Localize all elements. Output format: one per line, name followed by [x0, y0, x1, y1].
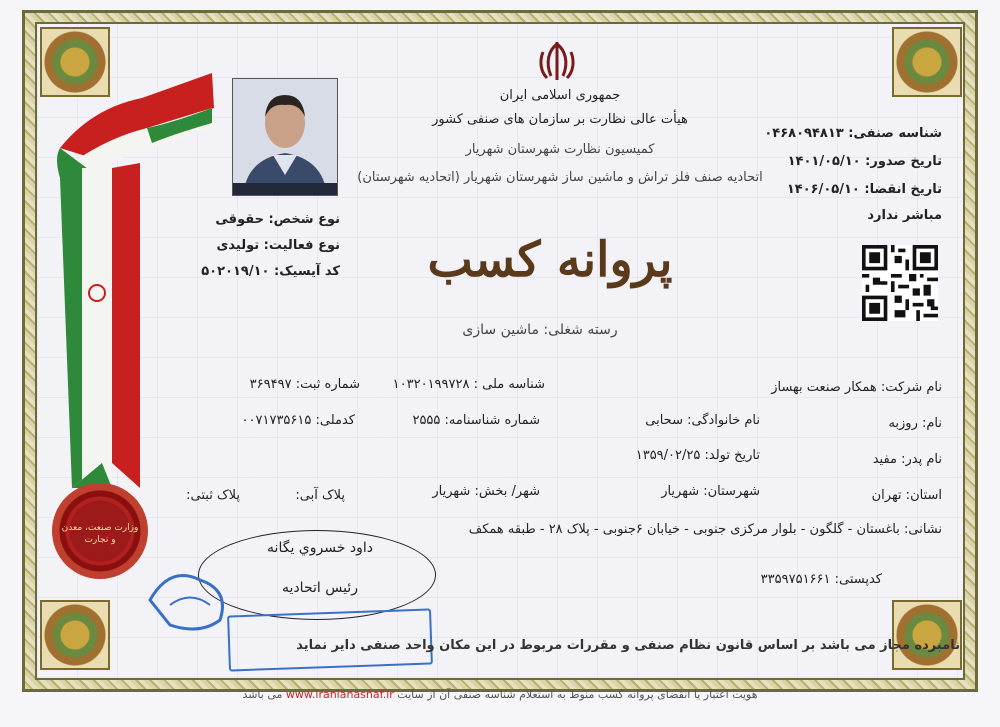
- iran-emblem-icon: [533, 40, 581, 84]
- address: نشانی: باغستان - گلگون - بلوار مرکزی جنوبی - خیابان ۶جنوبی - پلاک ۲۸ - طبقه همکف: [468, 522, 942, 537]
- last-name: نام خانوادگی: سحابی: [645, 413, 760, 428]
- footer-note-pre: هویت اعتبار یا انقضای پروانه کسب منوط به استعلام شناسه صنفی آن از سایت: [397, 688, 758, 701]
- father-name: نام پدر: مفید: [872, 452, 942, 467]
- person-type: نوع شخص: حقوقی: [215, 212, 340, 227]
- company-name: نام شرکت: همکار صنعت بهساز: [771, 380, 942, 395]
- guild-id: شناسه صنفی: ۰۴۶۸۰۹۴۸۱۳: [764, 126, 942, 141]
- legal-statement: نامبرده مجاز می باشد بر اساس قانون نظام صنفی و مقررات مربوط در این مکان واحد صنفی دایر نماید: [296, 638, 960, 653]
- footer-note-post: می باشد: [242, 688, 283, 701]
- header-line-3: کمیسیون نظارت شهرستان شهریار: [465, 142, 655, 157]
- issue-date: تاریخ صدور: ۱۴۰۱/۰۵/۱۰: [787, 154, 942, 169]
- supervisor-status: مباشر ندارد: [867, 208, 942, 223]
- footer-note: [200, 688, 800, 701]
- signatory-role: رئیس اتحادیه: [282, 580, 358, 596]
- first-name: نام: روزبه: [888, 416, 942, 431]
- national-code: کدملی: ۰۰۷۱۷۳۵۶۱۵: [241, 413, 355, 428]
- corner-ornament-bottom-right: [892, 600, 962, 670]
- district: شهر/ بخش: شهریار: [432, 484, 540, 499]
- expiry-date: تاریخ انقضا: ۱۴۰۶/۰۵/۱۰: [786, 182, 942, 197]
- birth-date: تاریخ تولد: ۱۳۵۹/۰۲/۲۵: [635, 448, 760, 463]
- water-plate: پلاک آبی:: [295, 488, 345, 503]
- qr-code-icon: [862, 245, 938, 321]
- province: استان: تهران: [871, 488, 942, 503]
- isic-code: کد آیسیک: ۵۰۲۰۱۹/۱۰: [201, 264, 340, 279]
- corner-ornament-top-right: [892, 27, 962, 97]
- owner-photo: [232, 78, 338, 196]
- website-link[interactable]: www.iranianasnaf.ir: [285, 688, 394, 701]
- city: شهرستان: شهریار: [661, 484, 760, 499]
- national-id: شناسه ملی : ۱۰۳۲۰۱۹۹۷۲۸: [392, 377, 545, 392]
- header-line-1: جمهوری اسلامی ایران: [499, 88, 621, 103]
- page-title: پروانه کسب: [427, 232, 673, 288]
- signatory-name: داود خسروي يگانه: [267, 540, 373, 556]
- seal-text: وزارت صنعت، معدن و تجارت: [61, 523, 139, 545]
- postal-code: کدپستی: ۳۳۵۹۷۵۱۶۶۱: [760, 572, 882, 587]
- activity-type: نوع فعالیت: تولیدی: [216, 238, 340, 253]
- corner-ornament-bottom-left: [40, 600, 110, 670]
- registration-number: شماره ثبت: ۳۶۹۴۹۷: [249, 377, 360, 392]
- subtitle: رسته شغلی: ماشین سازی: [462, 322, 618, 338]
- id-number: شماره شناسنامه: ۲۵۵۵: [412, 413, 540, 428]
- registration-plate: پلاک ثبتی:: [186, 488, 240, 503]
- header-line-4: اتحادیه صنف فلز تراش و ماشین ساز شهرستان شهریار (اتحادیه شهرستان): [357, 170, 763, 185]
- union-logo-stamp: [140, 560, 240, 640]
- header-line-2: هیأت عالی نظارت بر سازمان های صنفی کشور: [432, 112, 688, 127]
- flag-ribbon: [52, 68, 217, 498]
